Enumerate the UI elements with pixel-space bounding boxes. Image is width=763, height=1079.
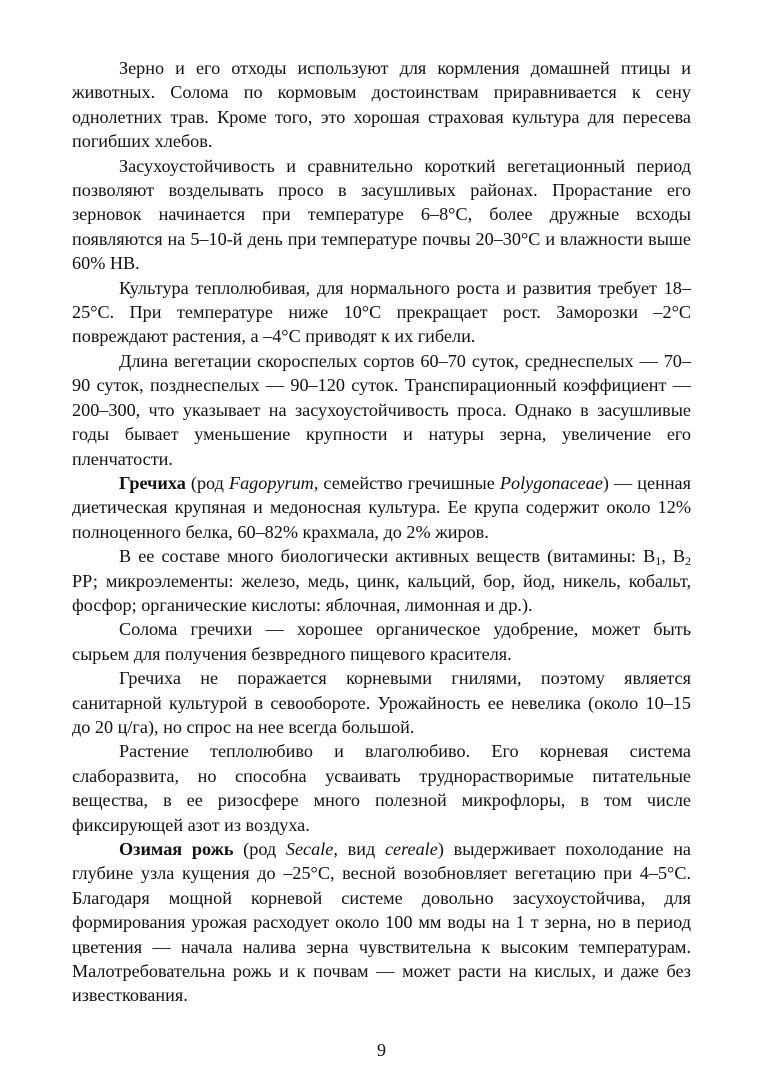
paragraph-millet-vegetation: Длина вегетации скороспелых сортов 60–70 суток, среднеспелых — 70–90 суток, позднеспелых — 90–120 суток. Транспирационный коэффициент — 200–300, что указывает на засухоустойчивость проса. Однако в засушливые годы бывает уменьшение крупности и натуры зерна, увеличение его пленчатости.	[72, 350, 691, 469]
paragraph-millet-temperature: Культура теплолюбивая, для нормального роста и развития требует 18–25°С. При температуре ниже 10°С прекращает рост. Заморозки –2°С повреждают растения, а –4°С приводят к их гибели.	[72, 277, 691, 347]
paragraph-buckwheat-roots: Растение теплолюбиво и влаголюбиво. Его корневая система слаборазвита, но способна усваивать труднорастворимые питательные вещества, в ее ризосфере много полезной микрофлоры, в том числе фиксирующей азот из воздуха.	[72, 741, 691, 835]
paragraph-buckwheat-straw: Солома гречихи — хорошее органическое удобрение, может быть сырьем для получения безвредного пищевого красителя.	[72, 619, 691, 664]
paragraph-winter-rye: Озимая рожь (род Secale, вид cereale) выдерживает похолодание на глубине узла кущения до –25°С, весной возобновляет вегетацию при 4–5°С. Благодаря мощной корневой системе довольно засухоустойчива, для формирования урожая расходует около 100 мм воды на 1 т зерна, но в период цветения — начала налива зерна чувствительна к высоким температурам. Малотребовательна рожь и к почвам — может расти на кислых, и даже без известкования.	[72, 839, 691, 1006]
paragraph-millet-uses: Зерно и его отходы используют для кормления домашней птицы и животных. Солома по кормовым достоинствам приравнивается к сену однолетних трав. Кроме того, это хорошая страховая культура для пересева погибших хлебов.	[72, 58, 691, 152]
page-number: 9	[377, 1040, 386, 1060]
paragraph-buckwheat-sanitary: Гречиха не поражается корневыми гнилями, поэтому является санитарной культурой в севообороте. Урожайность ее невелика (около 10–15 до 20 ц/га), но спрос на нее всегда большой.	[72, 668, 691, 737]
term-winter-rye: Озимая рожь	[119, 839, 234, 859]
paragraph-buckwheat-composition: В ее составе много биологически активных веществ (витамины: $В_1$, $В_2$ РР; микроэлементы: железо, медь, цинк, кальций, бор, йод, никель, кобальт, фосфор; органические кислоты: яблочная, лимонная и др.).	[72, 546, 691, 615]
genus-name: Secale	[285, 839, 334, 859]
term-buckwheat: Гречиха	[119, 472, 186, 493]
genus-name: Fagopyrum	[228, 472, 314, 493]
paragraph-millet-drought: Засухоустойчивость и сравнительно короткий вегетационный период позволяют возделывать просо в засушливых районах. Прорастание его зерновок начинается при температуре 6–8°С, более дружные всходы появляются на 5–10-й день при температуре почвы 20–30°С и влажности выше 60% НВ.	[72, 155, 691, 274]
paragraph-buckwheat-intro: Гречиха (род Fagopyrum, семейство гречишные Polygonaceae) — ценная диетическая крупяная и медоносная культура. Ее крупа содержит около 12% полноценного белка, 60–82% крахмала, до 2% жиров.	[72, 472, 691, 542]
family-name: Polygonaceae	[499, 472, 603, 493]
species-name: cereale	[384, 839, 438, 859]
